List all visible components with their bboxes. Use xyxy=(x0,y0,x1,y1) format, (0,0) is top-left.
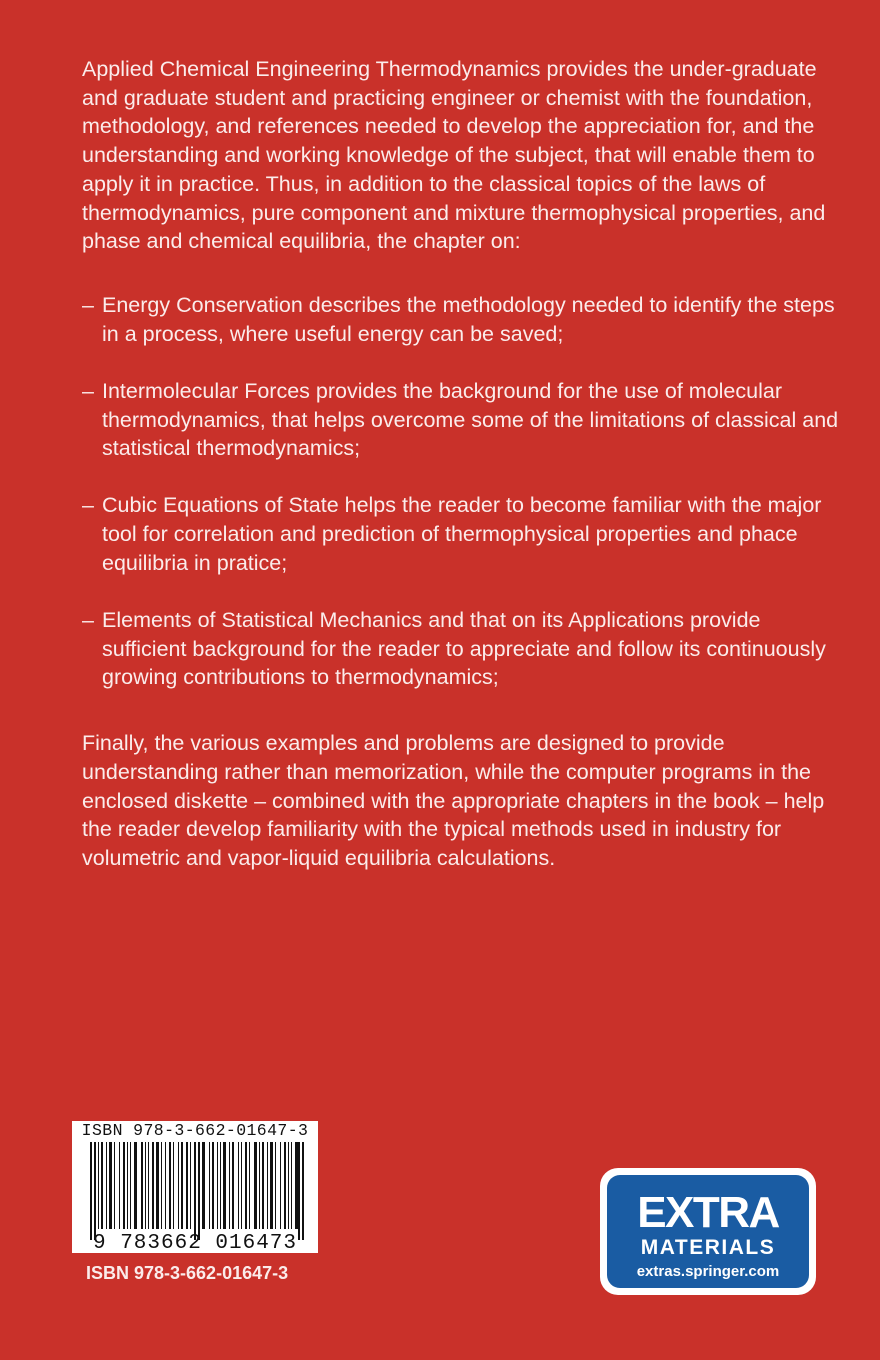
barcode-bar xyxy=(181,1142,183,1232)
barcode-digits: 9 783662 016473 xyxy=(92,1232,298,1253)
barcode-bar xyxy=(295,1142,298,1232)
barcode-bar xyxy=(109,1142,112,1232)
back-cover-text xyxy=(82,55,842,873)
barcode-bar xyxy=(186,1142,188,1232)
badge-subtitle: MATERIALS xyxy=(640,1236,776,1259)
badge-url: extras.springer.com xyxy=(636,1263,780,1280)
barcode-bar xyxy=(98,1142,99,1232)
barcode-bar xyxy=(141,1142,143,1232)
barcode-bar xyxy=(254,1142,257,1232)
barcode-bar xyxy=(284,1142,286,1232)
barcode-bar xyxy=(173,1142,174,1232)
barcode-bar xyxy=(123,1142,125,1232)
barcode-bar xyxy=(165,1142,166,1232)
list-item xyxy=(82,491,842,577)
barcode-bar xyxy=(114,1142,115,1232)
barcode-bar xyxy=(220,1142,221,1232)
barcode-bar xyxy=(190,1142,191,1232)
barcode-bar xyxy=(209,1142,210,1232)
barcode-bar xyxy=(267,1142,268,1232)
barcode-bar xyxy=(178,1142,179,1232)
dash-bullet: – xyxy=(82,608,94,633)
barcode-bar xyxy=(217,1142,218,1232)
barcode-bar xyxy=(262,1142,264,1232)
list-item-text: Intermolecular Forces provides the background for the use of molecular thermodynamics, that helps overcome some of the limitations of classical and statistical thermodynamics; xyxy=(102,378,839,461)
barcode-bar xyxy=(148,1142,149,1232)
barcode-bars xyxy=(72,1142,318,1253)
closing-paragraph: Finally, the various examples and problems are designed to provide understanding rather than memorization, while the computer programs in the enclosed diskette – combined with the appropriate chapters in the book – help the reader develop familiarity with the typical methods used in industry for volumetric and vapor-liquid equilibria calculations. xyxy=(82,731,825,870)
barcode-bar xyxy=(245,1142,247,1232)
extra-materials-badge xyxy=(600,1168,816,1295)
barcode-bar xyxy=(106,1142,107,1232)
barcode-bar xyxy=(130,1142,131,1232)
barcode-bar xyxy=(270,1142,273,1232)
barcode-bar xyxy=(232,1142,234,1232)
barcode-bar xyxy=(238,1142,239,1232)
barcode-bar xyxy=(101,1142,103,1232)
barcode-bar xyxy=(259,1142,260,1232)
isbn-barcode xyxy=(72,1121,318,1253)
barcode-bar xyxy=(156,1142,159,1232)
barcode-bar xyxy=(241,1142,242,1232)
barcode-bar xyxy=(169,1142,171,1232)
list-item xyxy=(82,606,842,692)
list-item-text: Energy Conservation describes the methodology needed to identify the steps in a process, where useful energy can be saved; xyxy=(102,292,835,346)
barcode-bar xyxy=(212,1142,214,1232)
chapter-list xyxy=(82,291,842,692)
barcode-isbn-label: ISBN 978-3-662-01647-3 xyxy=(81,1121,309,1140)
list-item-text: Cubic Equations of State helps the reader to become familiar with the major tool for correlation and prediction of thermophysical properties and phace equilibria in pratice; xyxy=(102,493,822,575)
barcode-bar xyxy=(119,1142,120,1232)
dash-bullet: – xyxy=(82,292,94,317)
barcode-bar xyxy=(229,1142,230,1232)
barcode-bar xyxy=(288,1142,289,1232)
intro-paragraph: Applied Chemical Engineering Thermodynamics provides the under-graduate and graduate student and practicing engineer or chemist with the foundation, methodology, and references needed to develop the appreciation for, and the understanding and working knowledge of the subject, that will enable them to apply it in practice. Thus, in addition to the classical topics of the laws of thermodynamics, pure component and mixture thermophysical properties, and phase and chemical equilibria, the chapter on: xyxy=(82,57,826,254)
barcode-bar xyxy=(291,1142,292,1232)
barcode-bar xyxy=(152,1142,154,1232)
dash-bullet: – xyxy=(82,493,94,518)
barcode-bar xyxy=(280,1142,281,1232)
isbn-text: ISBN 978-3-662-01647-3 xyxy=(86,1263,289,1283)
barcode-bar xyxy=(134,1142,137,1232)
dash-bullet: – xyxy=(82,378,94,403)
badge-panel xyxy=(607,1175,809,1288)
barcode-bar xyxy=(161,1142,162,1232)
barcode-bar xyxy=(145,1142,146,1232)
barcode-bar xyxy=(275,1142,276,1232)
list-item-text: Elements of Statistical Mechanics and that on its Applications provide sufficient background for the reader to appreciate and follow its continuously growing contributions to thermodynamics; xyxy=(102,608,826,690)
badge-title: EXTRA xyxy=(637,1188,779,1237)
barcode-bar xyxy=(202,1142,205,1232)
list-item xyxy=(82,291,842,348)
barcode-bar xyxy=(223,1142,226,1232)
barcode-bar xyxy=(249,1142,250,1232)
list-item xyxy=(82,377,842,463)
barcode-bar xyxy=(127,1142,128,1232)
